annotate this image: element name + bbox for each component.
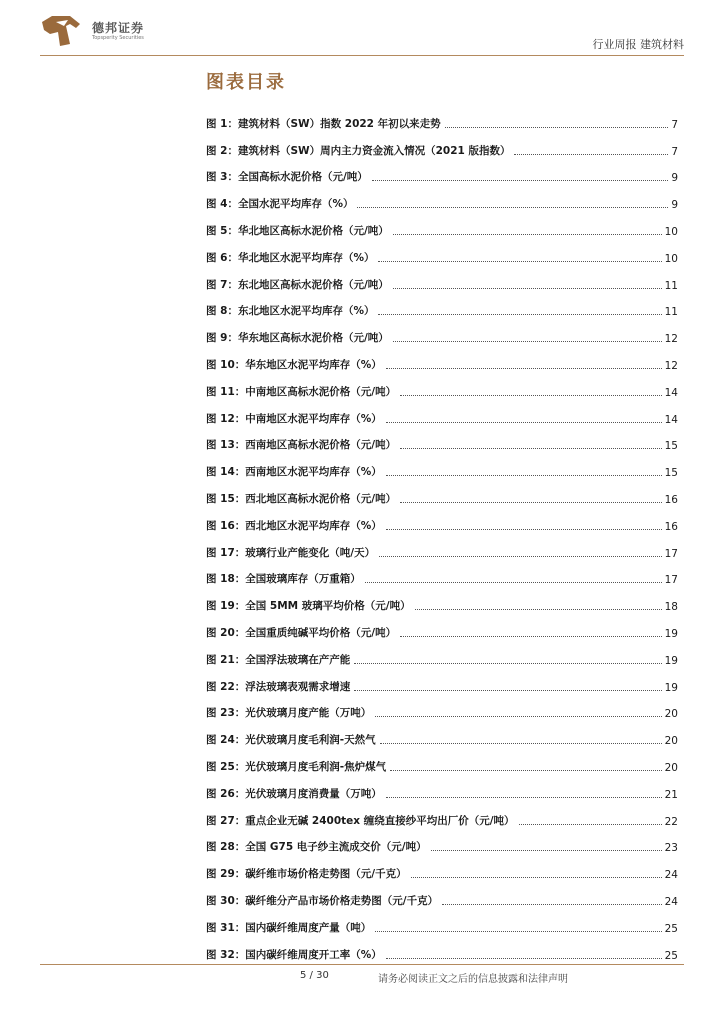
toc-entry-label: 图 8：东北地区水泥平均库存（%）	[206, 305, 375, 318]
toc-leader-dots	[357, 207, 668, 208]
toc-entry-page: 19	[664, 654, 678, 667]
toc-entry-label: 图 7：东北地区高标水泥价格（元/吨）	[206, 278, 389, 291]
toc-leader-dots	[393, 341, 662, 342]
toc-entry-label: 图 18：全国玻璃库存（万重箱）	[206, 573, 361, 586]
toc-entry[interactable]	[206, 131, 678, 158]
toc-leader-dots	[400, 395, 662, 396]
toc-entry-label: 图 26：光伏玻璃月度消费量（万吨）	[206, 787, 382, 800]
toc-entry[interactable]	[206, 533, 678, 560]
toc-entry[interactable]	[206, 184, 678, 211]
toc-entry-page: 21	[664, 788, 678, 801]
toc-entry-page: 15	[664, 440, 678, 453]
toc-entry-label: 图 20：全国重质纯碱平均价格（元/吨）	[206, 626, 397, 639]
toc-entry-label: 图 17：玻璃行业产能变化（吨/天）	[206, 546, 376, 559]
toc-entry-page: 24	[664, 869, 678, 882]
toc-entry-label: 图 28：全国 G75 电子纱主流成交价（元/吨）	[206, 841, 427, 854]
toc-entry[interactable]	[206, 479, 678, 506]
toc-entry[interactable]	[206, 694, 678, 721]
toc-leader-dots	[372, 180, 669, 181]
toc-entry-label: 图 24：光伏玻璃月度毛利润-天然气	[206, 734, 376, 747]
toc-entry-page: 23	[664, 842, 678, 855]
toc-leader-dots	[442, 904, 662, 905]
toc-leader-dots	[400, 636, 662, 637]
toc-entry-page: 10	[664, 225, 678, 238]
table-of-figures	[206, 104, 678, 962]
toc-entry[interactable]	[206, 426, 678, 453]
toc-entry-page: 11	[664, 306, 678, 319]
toc-leader-dots	[375, 716, 661, 717]
toc-entry[interactable]	[206, 292, 678, 319]
toc-leader-dots	[354, 690, 661, 691]
toc-entry-page: 11	[664, 279, 678, 292]
toc-entry[interactable]	[206, 828, 678, 855]
toc-entry-page: 10	[664, 252, 678, 265]
toc-entry-label: 图 12：中南地区水泥平均库存（%）	[206, 412, 382, 425]
toc-entry[interactable]	[206, 560, 678, 587]
toc-entry[interactable]	[206, 613, 678, 640]
company-logo-icon	[40, 14, 84, 48]
toc-leader-dots	[375, 931, 661, 932]
toc-entry[interactable]	[206, 238, 678, 265]
toc-leader-dots	[393, 288, 662, 289]
toc-entry-label: 图 1：建筑材料（SW）指数 2022 年初以来走势	[206, 117, 441, 130]
toc-leader-dots	[519, 824, 662, 825]
toc-leader-dots	[386, 958, 662, 959]
toc-entry-label: 图 9：华东地区高标水泥价格（元/吨）	[206, 332, 389, 345]
toc-title: 图表目录	[206, 72, 286, 93]
toc-entry-label: 图 31：国内碳纤维周度产量（吨）	[206, 921, 372, 934]
toc-entry[interactable]	[206, 720, 678, 747]
toc-leader-dots	[415, 609, 662, 610]
toc-entry-page: 12	[664, 333, 678, 346]
toc-entry[interactable]	[206, 854, 678, 881]
toc-entry-page: 15	[664, 467, 678, 480]
toc-leader-dots	[379, 556, 662, 557]
toc-leader-dots	[445, 127, 669, 128]
toc-leader-dots	[431, 850, 662, 851]
toc-entry[interactable]	[206, 506, 678, 533]
toc-entry-label: 图 27：重点企业无碱 2400tex 缠绕直接纱平均出厂价（元/吨）	[206, 814, 515, 827]
toc-entry[interactable]	[206, 399, 678, 426]
page-indicator: 5 / 30	[300, 970, 329, 981]
toc-entry-page: 20	[664, 761, 678, 774]
toc-entry[interactable]	[206, 586, 678, 613]
toc-leader-dots	[386, 797, 662, 798]
brand-name: 德邦证券	[92, 21, 145, 35]
toc-entry[interactable]	[206, 452, 678, 479]
toc-entry-label: 图 14：西南地区水泥平均库存（%）	[206, 466, 382, 479]
toc-entry[interactable]	[206, 318, 678, 345]
toc-entry-label: 图 3：全国高标水泥价格（元/吨）	[206, 171, 368, 184]
toc-entry-page: 16	[664, 493, 678, 506]
toc-entry-label: 图 22：浮法玻璃表观需求增速	[206, 680, 351, 693]
toc-entry-page: 17	[664, 547, 678, 560]
toc-entry-page: 9	[671, 172, 678, 185]
toc-entry-label: 图 6：华北地区水泥平均库存（%）	[206, 251, 375, 264]
toc-entry-page: 25	[664, 922, 678, 935]
toc-entry-page: 7	[671, 118, 678, 131]
toc-entry-page: 22	[664, 815, 678, 828]
toc-entry-label: 图 16：西北地区水泥平均库存（%）	[206, 519, 382, 532]
toc-leader-dots	[400, 448, 662, 449]
toc-leader-dots	[411, 877, 662, 878]
toc-leader-dots	[378, 261, 661, 262]
toc-leader-dots	[378, 314, 661, 315]
toc-entry-label: 图 11：中南地区高标水泥价格（元/吨）	[206, 385, 397, 398]
toc-entry-page: 19	[664, 627, 678, 640]
toc-leader-dots	[514, 154, 668, 155]
toc-entry-label: 图 2：建筑材料（SW）周内主力资金流入情况（2021 版指数）	[206, 144, 511, 157]
footer-divider	[40, 964, 684, 965]
toc-entry-page: 19	[664, 681, 678, 694]
toc-entry[interactable]	[206, 104, 678, 131]
footer-disclaimer: 请务必阅读正文之后的信息披露和法律声明	[378, 974, 568, 985]
toc-entry-label: 图 30：碳纤维分产品市场价格走势图（元/千克）	[206, 894, 439, 907]
toc-entry-page: 17	[664, 574, 678, 587]
toc-entry-page: 9	[671, 199, 678, 212]
toc-entry-page: 12	[664, 359, 678, 372]
toc-entry[interactable]	[206, 372, 678, 399]
toc-entry-label: 图 23：光伏玻璃月度产能（万吨）	[206, 707, 372, 720]
toc-leader-dots	[386, 475, 662, 476]
toc-leader-dots	[380, 743, 662, 744]
toc-entry[interactable]	[206, 640, 678, 667]
toc-leader-dots	[386, 368, 662, 369]
toc-entry-page: 14	[664, 413, 678, 426]
toc-leader-dots	[393, 234, 662, 235]
toc-entry-page: 16	[664, 520, 678, 533]
toc-entry[interactable]	[206, 935, 678, 962]
toc-entry-page: 7	[671, 145, 678, 158]
toc-entry-page: 24	[664, 895, 678, 908]
toc-entry-page: 20	[664, 735, 678, 748]
toc-entry[interactable]	[206, 881, 678, 908]
toc-entry-label: 图 13：西南地区高标水泥价格（元/吨）	[206, 439, 397, 452]
toc-entry-label: 图 15：西北地区高标水泥价格（元/吨）	[206, 492, 397, 505]
toc-leader-dots	[390, 770, 662, 771]
toc-entry[interactable]	[206, 801, 678, 828]
toc-leader-dots	[400, 502, 662, 503]
toc-entry[interactable]	[206, 747, 678, 774]
toc-entry-page: 14	[664, 386, 678, 399]
header-divider	[40, 55, 684, 56]
toc-leader-dots	[354, 663, 661, 664]
toc-entry[interactable]	[206, 345, 678, 372]
toc-entry-label: 图 5：华北地区高标水泥价格（元/吨）	[206, 224, 389, 237]
toc-entry[interactable]	[206, 158, 678, 185]
toc-leader-dots	[365, 582, 662, 583]
toc-entry-label: 图 21：全国浮法玻璃在产产能	[206, 653, 351, 666]
toc-entry-page: 25	[664, 949, 678, 962]
brand-name-en: Topsperity Securities	[92, 35, 144, 41]
toc-entry-label: 图 32：国内碳纤维周度开工率（%）	[206, 948, 382, 961]
toc-entry-page: 20	[664, 708, 678, 721]
toc-entry-label: 图 29：碳纤维市场价格走势图（元/千克）	[206, 868, 407, 881]
report-section: 行业周报 建筑材料	[592, 38, 684, 51]
page-header	[0, 0, 724, 60]
toc-leader-dots	[386, 422, 662, 423]
toc-entry-label: 图 10：华东地区水泥平均库存（%）	[206, 358, 382, 371]
toc-entry-label: 图 4：全国水泥平均库存（%）	[206, 198, 354, 211]
toc-entry[interactable]	[206, 908, 678, 935]
toc-leader-dots	[386, 529, 662, 530]
toc-entry[interactable]	[206, 667, 678, 694]
toc-entry[interactable]	[206, 265, 678, 292]
toc-entry[interactable]	[206, 211, 678, 238]
toc-entry[interactable]	[206, 774, 678, 801]
toc-entry-label: 图 25：光伏玻璃月度毛利润-焦炉煤气	[206, 760, 387, 773]
toc-entry-page: 18	[664, 601, 678, 614]
toc-entry-label: 图 19：全国 5MM 玻璃平均价格（元/吨）	[206, 600, 411, 613]
